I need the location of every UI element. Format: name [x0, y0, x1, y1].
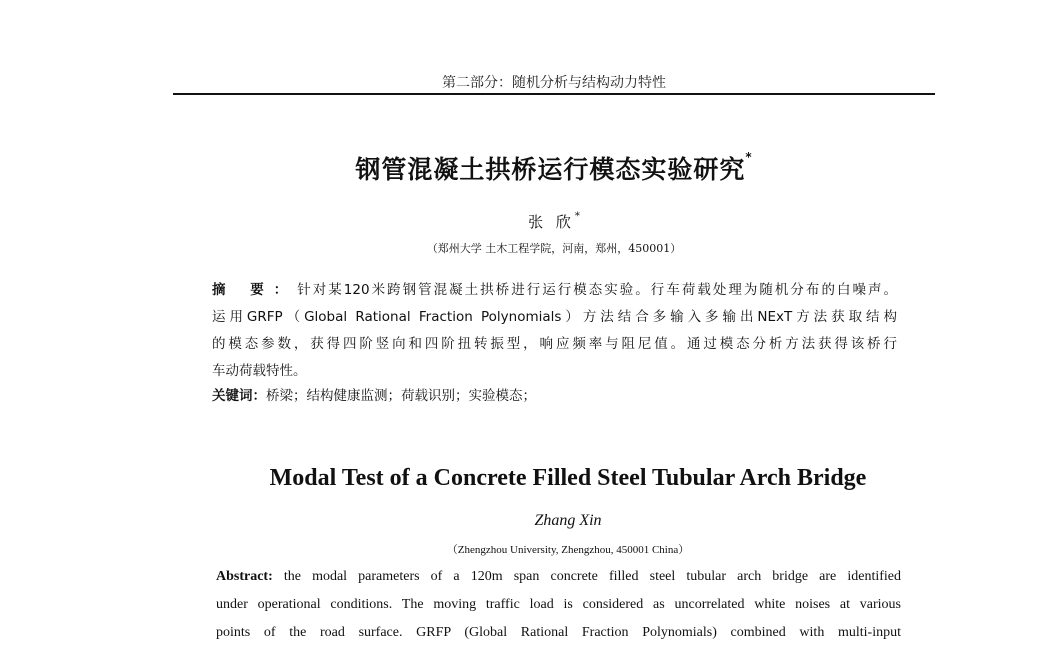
cn-affiliation: （郑州大学 土木工程学院，河南，郑州，450001） — [426, 242, 682, 255]
en-abstract-text-1: the modal parameters of a 120m span concrete filled steel tubular arch bridge are identified — [283, 569, 902, 584]
en-abstract-line-2: under operational conditions. The moving traffic load is considered as uncorrelated white noises at various — [216, 597, 901, 612]
cn-abstract-label: 摘 要： — [212, 282, 298, 298]
en-abstract-line-3: points of the road surface. GRFP (Global Rational Fraction Polynomials) combined with multi-input — [216, 625, 901, 640]
cn-abstract-line-1 — [212, 277, 897, 304]
en-affiliation: （Zhengzhou University, Zhengzhou, 450001 China） — [446, 544, 690, 556]
cn-author — [173, 211, 935, 232]
en-title: Modal Test of a Concrete Filled Steel Tubular Arch Bridge — [269, 465, 867, 491]
cn-keywords-label: 关键词： — [212, 388, 266, 404]
cn-title-footnote-mark: * — [745, 150, 753, 164]
cn-keywords-text: 桥梁；结构健康监测；荷载识别；实验模态； — [266, 388, 536, 404]
cn-title-text: 钢管混凝土拱桥运行模态实验研究 — [355, 155, 746, 184]
en-author: Zhang Xin — [534, 512, 602, 529]
cn-abstract-line-2: 运用GRFP（Global Rational Fraction Polynomials）方法结合多输入多输出NExT方法获取结构 — [212, 309, 897, 325]
cn-abstract-line-3: 的模态参数，获得四阶竖向和四阶扭转振型，响应频率与阻尼值。通过模态分析方法获得该桥行 — [212, 336, 897, 352]
cn-author-name: 张 欣 — [528, 213, 575, 231]
cn-abstract-text-1: 针对某120米跨钢管混凝土拱桥进行运行模态实验。行车荷载处理为随机分布的白噪声。 — [297, 282, 897, 298]
en-abstract-label: Abstract: — [216, 569, 273, 584]
cn-title — [173, 150, 935, 186]
cn-keywords — [212, 386, 897, 406]
en-abstract-line-1 — [216, 563, 901, 591]
en-abstract — [216, 563, 901, 647]
cn-abstract — [212, 277, 897, 385]
cn-abstract-line-4: 车动荷载特性。 — [212, 363, 307, 379]
header-rule — [173, 93, 935, 95]
running-header: 第二部分：随机分析与结构动力特性 — [442, 75, 666, 91]
cn-author-footnote-mark: * — [574, 211, 580, 222]
